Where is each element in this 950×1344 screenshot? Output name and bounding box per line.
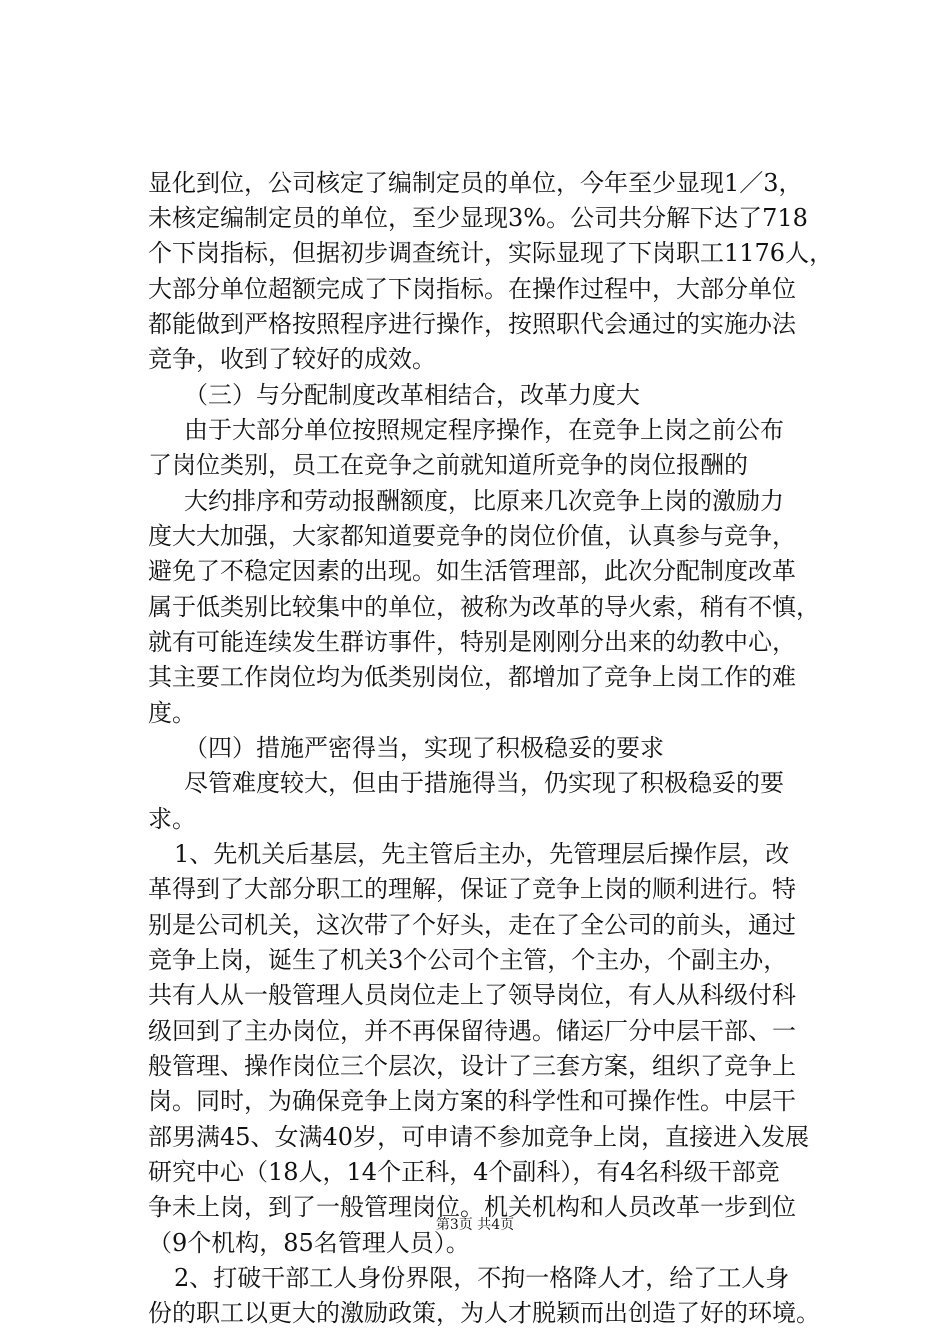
text-line: 般管理、操作岗位三个层次，设计了三套方案，组织了竞争上 <box>148 1052 796 1080</box>
text-line: 大约排序和劳动报酬额度，比原来几次竞争上岗的激励力 <box>184 487 784 515</box>
text-line: 其主要工作岗位均为低类别岗位，都增加了竞争上岗工作的难 <box>148 663 796 691</box>
text-line: 都能做到严格按照程序进行操作，按照职代会通过的实施办法 <box>148 310 796 338</box>
text-line: 求。 <box>148 805 196 833</box>
text-line: 竞争，收到了较好的成效。 <box>148 345 436 373</box>
text-line: 研究中心（18人，14个正科，4个副科），有4名科级干部竞 <box>148 1158 780 1186</box>
section-heading: （四）措施严密得当，实现了积极稳妥的要求 <box>184 734 664 762</box>
text-line: 别是公司机关，这次带了个好头，走在了全公司的前头，通过 <box>148 911 796 939</box>
text-line: 属于低类别比较集中的单位，被称为改革的导火索，稍有不慎， <box>148 593 820 621</box>
text-line: 岗。同时，为确保竞争上岗方案的科学性和可操作性。中层干 <box>148 1087 796 1115</box>
page-number: 第3页 共4页 <box>435 1217 515 1233</box>
text-line: 革得到了大部分职工的理解，保证了竞争上岗的顺利进行。特 <box>148 875 796 903</box>
text-line: （9个机构，85名管理人员）。 <box>148 1229 470 1257</box>
text-line: 显化到位，公司核定了编制定员的单位，今年至少显现1／3， <box>148 169 803 197</box>
text-line: 尽管难度较大，但由于措施得当，仍实现了积极稳妥的要 <box>184 769 784 797</box>
text-line: 就有可能连续发生群访事件，特别是刚刚分出来的幼教中心， <box>148 628 796 656</box>
section-heading: （三）与分配制度改革相结合，改革力度大 <box>184 381 640 409</box>
page-footer <box>0 1215 950 1235</box>
text-line: 度。 <box>148 699 196 727</box>
text-line: 共有人从一般管理人员岗位走上了领导岗位，有人从科级付科 <box>148 981 796 1009</box>
text-line: 级回到了主办岗位，并不再保留待遇。储运厂分中层干部、一 <box>148 1017 796 1045</box>
text-line: 由于大部分单位按照规定程序操作，在竞争上岗之前公布 <box>184 416 784 444</box>
text-line: 避免了不稳定因素的出现。如生活管理部，此次分配制度改革 <box>148 557 796 585</box>
text-line: 度大大加强，大家都知道要竞争的岗位价值，认真参与竞争， <box>148 522 796 550</box>
text-line: 争未上岗，到了一般管理岗位。机关机构和人员改革一步到位 <box>148 1193 796 1221</box>
text-line: 个下岗指标，但据初步调查统计，实际显现了下岗职工1176人， <box>148 239 834 267</box>
text-line: 大部分单位超额完成了下岗指标。在操作过程中，大部分单位 <box>148 275 796 303</box>
text-line: 未核定编制定员的单位，至少显现3%。公司共分解下达了718 <box>148 204 808 232</box>
text-line: 竞争上岗，诞生了机关3个公司个主管，个主办，个副主办， <box>148 946 788 974</box>
text-line: 了岗位类别，员工在竞争之前就知道所竞争的岗位报酬的 <box>148 451 748 479</box>
text-line: 2、打破干部工人身份界限，不拘一格降人才，给了工人身 <box>174 1264 790 1292</box>
text-line: 部男满45、女满40岁，可申请不参加竞争上岗，直接进入发展 <box>148 1123 810 1151</box>
text-line: 1、先机关后基层，先主管后主办，先管理层后操作层，改 <box>174 840 790 868</box>
text-line: 份的职工以更大的激励政策，为人才脱颖而出创造了好的环境。 <box>148 1299 820 1327</box>
